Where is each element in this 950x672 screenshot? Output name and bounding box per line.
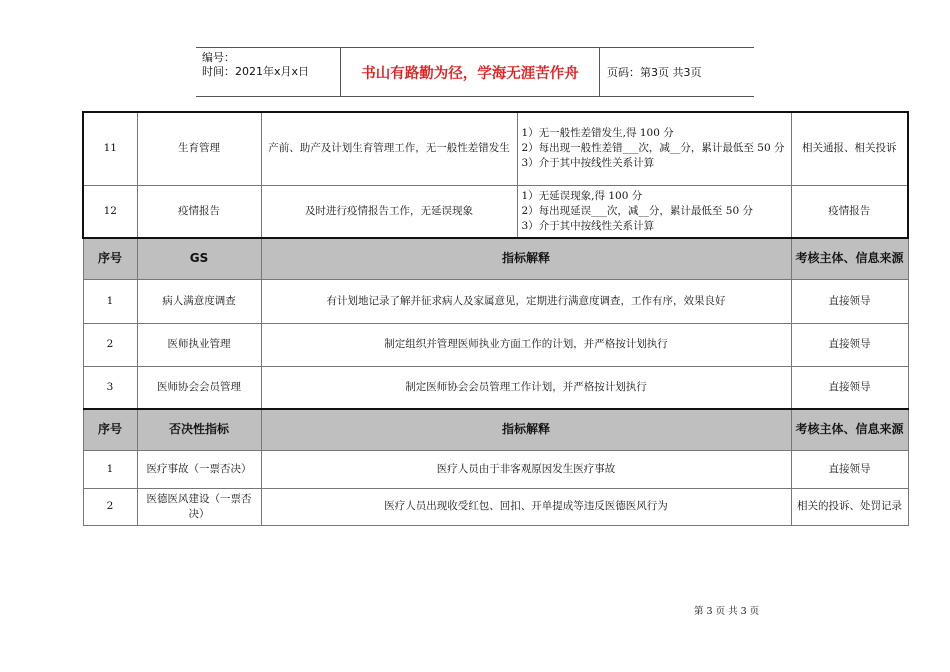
document-number-label: 编号：	[202, 51, 235, 64]
header-cell-explanation: 指标解释	[261, 238, 791, 279]
page-footer: 第 3 页 共 3 页	[694, 606, 760, 617]
indicator-explanation: 医疗人员由于非客观原因发生医疗事故	[261, 450, 791, 488]
indicator-explanation: 医疗人员出现收受红包、回扣、开单提成等违反医德医风行为	[261, 488, 791, 525]
row-number: 3	[83, 366, 137, 409]
header-meta	[196, 48, 341, 96]
table-row	[83, 112, 908, 185]
row-number: 1	[83, 450, 137, 488]
kpi-table	[82, 111, 909, 526]
info-source: 相关的投诉、处罚记录	[791, 488, 908, 525]
indicator-name: 医师执业管理	[137, 323, 261, 366]
row-number: 11	[83, 112, 137, 185]
info-source: 直接领导	[791, 450, 908, 488]
scoring-rule-line: 1）无延误现象,得 100 分	[521, 189, 643, 202]
row-number: 2	[83, 323, 137, 366]
indicator-explanation: 制定医师协会会员管理工作计划，并严格按计划执行	[261, 366, 791, 409]
table-row	[83, 279, 908, 323]
header-cell-source: 考核主体、信息来源	[791, 409, 908, 450]
table-row	[83, 488, 908, 525]
indicator-name: 医师协会会员管理	[137, 366, 261, 409]
header-cell-source: 考核主体、信息来源	[791, 238, 908, 279]
indicator-target: 产前、助产及计划生育管理工作，无一般性差错发生	[261, 112, 517, 185]
info-source: 直接领导	[791, 323, 908, 366]
indicator-explanation: 有计划地记录了解并征求病人及家属意见，定期进行满意度调查，工作有序，效果良好	[261, 279, 791, 323]
indicator-name: 病人满意度调查	[137, 279, 261, 323]
indicator-name: 生育管理	[137, 112, 261, 185]
scoring-rule	[517, 112, 791, 185]
row-number: 2	[83, 488, 137, 525]
table-row	[83, 185, 908, 238]
indicator-name: 医疗事故（一票否决）	[137, 450, 261, 488]
header-cell-gs: GS	[137, 238, 261, 279]
row-number: 12	[83, 185, 137, 238]
header-page-label: 页码：第3页 共3页	[607, 66, 702, 79]
gs-header-row	[83, 238, 908, 279]
info-source: 疫情报告	[791, 185, 908, 238]
scoring-rule-line: 3）介于其中按线性关系计算	[521, 157, 655, 170]
header-cell-veto: 否决性指标	[137, 409, 261, 450]
indicator-name: 医德医风建设（一票否决）	[137, 488, 261, 525]
document-date-label: 时间：2021年x月x日	[202, 65, 310, 78]
header-cell-number: 序号	[83, 409, 137, 450]
header-slogan: 书山有路勤为径，学海无涯苦作舟	[341, 48, 600, 96]
scoring-rule-line: 3）介于其中按线性关系计算	[521, 219, 655, 232]
scoring-rule-line: 1）无一般性差错发生,得 100 分	[521, 127, 674, 140]
info-source: 直接领导	[791, 279, 908, 323]
table-row	[83, 323, 908, 366]
scoring-rule	[517, 185, 791, 238]
header-cell-number: 序号	[83, 238, 137, 279]
info-source: 相关通报、相关投诉	[791, 112, 908, 185]
table-row	[83, 366, 908, 409]
indicator-name: 疫情报告	[137, 185, 261, 238]
row-number: 1	[83, 279, 137, 323]
indicator-target: 及时进行疫情报告工作，无延误现象	[261, 185, 517, 238]
scoring-rule-line: 2）每出现一般性差错___次，减__分，累计最低至 50 分	[521, 142, 785, 155]
document-header	[196, 47, 754, 97]
info-source: 直接领导	[791, 366, 908, 409]
table-row	[83, 450, 908, 488]
scoring-rule-line: 2）每出现延误___次，减__分，累计最低至 50 分	[521, 204, 753, 217]
veto-header-row	[83, 409, 908, 450]
indicator-explanation: 制定组织并管理医师执业方面工作的计划，并严格按计划执行	[261, 323, 791, 366]
header-cell-explanation: 指标解释	[261, 409, 791, 450]
